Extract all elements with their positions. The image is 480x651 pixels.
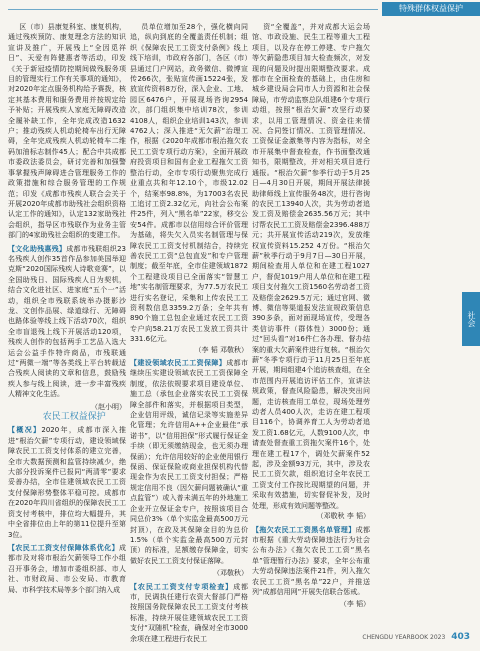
byline: （邓敬秋 李 韬）: [316, 512, 370, 521]
paragraph: 资“全覆盖”，并对成都大运会场馆、市政设施、民生工程等重大工程项目，以及存在停工停建、专户拖欠等欠薪隐患项目加大检查频次，对发现的问题及时提出限期整改要求。成都市在全面检查的基础上，由住房和城乡建设局会同市人力资源和社会保障局，市劳动监察总队组建6个专项行动组，按照“根治欠薪”攻坚行动要求，以用工管理情况、资金往来情况、合同签订情况、工资管理情况、工资保证金激集等内容为指标，对全市开展集中督查检查，作书面整改通知书，限期整改，并对相关项目进行通报。“根治欠薪”参季行动于5月25日—4月30日开展，期间开展法律援助律师线上宣传服务48次，进行咨询的农民工13940人次，共为劳动者追发工资及赔偿金2635.56万元；其中讨帮农民工工资及赔偿金2396.488万元；共开展宣传活动219次，发放维权宣传资料15.252 4万份。“根治欠薪”秋季行动于9月7日—30日开展，期间检查用人单位和在建工程1027户，督促1019户用人单位和在建工程项目支付拖欠工资1560名劳动者工资及赔偿金2629.5万元；通过官网、微博、微信等渠道报发法宣规政策信息390多条，面对面现场宣传，受理各类信访事件（群体性）3000份；通过“回头看”对16件仁各办理、督办结案的重大欠薪案件进行复核。“根治欠薪”冬季专项行动于11月25日至年底开展，期间组建4个追访核查组，在全市范围内开展追访评估工作，宣讲法规政策，督查风险隐患，解决突出问题，走访核查用工单位，现场处理劳动者人员400人次，走访在建工程项目116个，协调养育工人为劳动者追发工资1.68亿元，人数9100人次，申请查处督查重工资拖欠案件16个，处理在建工程17个，调处欠薪案件52起，涉及金额93万元，其中，涉及农民工工资欠款，组织追讨全年农民工工资支付工作按比现期望的问题，并采取有效措施，切实督促补发，及时处理，形成有效问题等整改。: [252, 23, 370, 510]
entry-wrapper: [130, 582, 248, 644]
paragraph: 成都市根据《重大劳动保障违法行为社会公布办法》《拖欠农民工工资“黑名单”管理暂行办法》要求，全年公布重大劳动保障违法案件21件，列入拖欠农民工工资“黑名单”22户，并推送列“成都信用网”开展失信联合惩戒。: [252, 525, 371, 596]
page-number: 403: [451, 632, 470, 642]
paragraph: 员单位增加至28个，强化横向同追，纵向到底的全覆盖责任机制；组织《保障农民工工资支付条例》线上线下培训，市政府各部门，各区（市）县通过门户网站，政务微信、微博宣传266次，张贴宣传画15224张，发放宣传资料8万份，深入企业、工地、园区6476户，开展现场咨询2954次，部门组织集中培训78次，参训4108人，组织企业培训143次，参训4762人；深入推进“无欠薪”治理工作，根据《2020年成都市根治拖欠农民工工资专项行动方案》，全面开展政府投资项目和国有企业工程拖欠工资整治行动，全市专项行动聚焦完成行业重点共和年12.10个，市级12.02个，结案率98.8%，为17003名农民工追讨工资2.32亿元，向社会公布案件25件，列入“黑名单”22家，移交公安54件。成都市以信用综合评价管理为基础，将失欠入员实名制管理与保障农民工工资支付机制结合，持续完善农民工工资“总包直发”和专户管理制度；截至年底，全市住建领域1872个工程建设项目已全面落实“智慧工地”实名制管理要求，为77.5万农民工进行实名登记，采集和上传农民工工资利数信息3359.2万条；全年共有890个施工总包企业通过农民工工资专户向58.21万农民工发放工资共计331.6亿元。: [130, 23, 248, 344]
entry-wrapper: [8, 244, 126, 400]
paragraph: 成都市及对将市根治欠薪领导工作小组召开事务会，增加市委组织部、市人社、市财政局、市公安局、市教育局、市科学技术局等多个部门纳入成: [8, 543, 126, 594]
page-header: [0, 0, 480, 18]
paragraph: 成都市，民调执任建行农资大督部门严格按照国务院保障农民工工资支付考核标准，持续开展住建领域农民工工资支付“双随机”检查，确保对全市3000余项在建工程进行农民工: [130, 582, 249, 643]
entry-heading: 【建设领域农民工工资保障】: [130, 359, 227, 367]
yearbook-name: CHENGDU YEARBOOK: [362, 634, 429, 641]
paragraph: 成都市继续压实建设领域农民工工资保障全制度，依法依规要求项目建设单位、施工总（承包企业落实农民工工资保障全部件和落实，并根据项目类型，企业信用评级，诚信记录等实施差异化管理；允许信用A++企业最佳“承诺书”，以“信用担保”形式履行保证金手续（即无须缴纳现金，也无须办理保函）；允许信用较好的企业使用银行保函、保证保险或商业担保机构代替现金作为农民工工资支付担保；严格规定信用不良（因欠薪问题被确认“重点监管”）或入普未满五年的外地施工企业开立保证金专户，按照该项目合同总价3%（单个实监金最高500万元封顶），在政及其保障金目的为总价1.5%（单个实监金最高500万元封顶）的标准，足额缴存保障金，切实做好农民工工资支付保证落障。: [130, 359, 249, 565]
paragraph: 区（市）县康复科室、康复机构，通过残疾预防、康复理念方法的知识宣讲及推广，开展残上“全因觅祥日”、天爱有阵健惠者等活动，印发《关于新冠疫情防控期间做残服务项目的管理实行工作有关事项的通知》，对2020年定点服务机构给予赛拨，核定其基本费用和服务费用并按规定给予补贴；开展残疾人家庭无障碍改造全履补缺工作，全年完成改造1632户；推动残疾人机动轮椅车出行无障碍，全年完成残疾人机动轮椅车二维码加油标志制作45人；配合中共成都市委政法委员会，研讨完善和加强警事掌握残声障碍进合管理服务工作的政策措施和综合服务管理的工作规范；印发《成都市残疾人联合会关于开展2020年成都市助残社会组织资格认定工作的通知》，认定132家助残社会组织，指导区市残联作为业务主管部门的4家助残社会组织的变建工作。: [8, 23, 126, 240]
section-tag: 特殊群体权益保护: [382, 2, 480, 16]
header-rule: [8, 9, 378, 10]
column-3: [252, 22, 370, 610]
byline: （赵小明）: [91, 402, 126, 411]
byline: （邓敬秋）: [213, 569, 248, 578]
yearbook-year: 2023: [430, 634, 446, 641]
entry-wrapper: [8, 425, 126, 539]
column-1: [8, 22, 126, 597]
entry-wrapper: [130, 358, 248, 566]
page-footer: [300, 632, 470, 644]
entry-heading: 【文化助残惠残】: [8, 244, 67, 253]
entry-heading: 【农民工工资支付专项检查】: [130, 582, 234, 591]
entry-heading: 【拖欠农民工工资黑名单管理】: [252, 525, 356, 534]
column-2: [130, 22, 248, 646]
entry-heading: 【概况】: [8, 426, 42, 435]
byline: （李 韬 邓敬秋）: [194, 345, 248, 354]
section-title: 农民工权益保护: [42, 412, 106, 423]
byline: （李 韬）: [339, 600, 370, 609]
paragraph: 成都市残联组织23名残疾人创作35首作品参加美国举迎克斯“2020国际残疾人诗歌竞赛”，以全国助残日、国际残疾人日为契机，结合文化进社区、进家庭“五个一”活动，组织全市残联系统举办摄影沙龙、文创作品展、绿道绿行、无障碍也路体验等线上线下活动70次，组织全市盲退残上线下开展活动120项，残疾人创作的包括两手工艺品入选大运会公益手作特许商品，市残联通过“两微一端”等各类线上平台转载适合残疾人阅读的文章和信息，鼓励残疾人参与线上阅读，进一步丰富残疾人精神文化生活。: [8, 244, 126, 399]
entry-wrapper: [252, 525, 370, 598]
paragraph: 2020年，成都市深入推进“根治欠薪”专项行动，建设领域保障农民工工资支付体系的建立完善，全市大数据预测和监管持续减少，绝大部分投诉案件已报同“两清零”要求妥善办结，全市住建领域农民工工资支付保障形势整体平稳可控。成都市在2020年四川省组织的保障农民工工资支付考核中，排位均大幅提升，其中全省排位由上年的第11位提升至第3位。: [8, 426, 126, 539]
entry-wrapper: [8, 543, 126, 595]
chapter-side-tab: 社会: [462, 292, 480, 346]
entry-heading: 【农民工工资支付保障体系优化】: [8, 543, 119, 552]
